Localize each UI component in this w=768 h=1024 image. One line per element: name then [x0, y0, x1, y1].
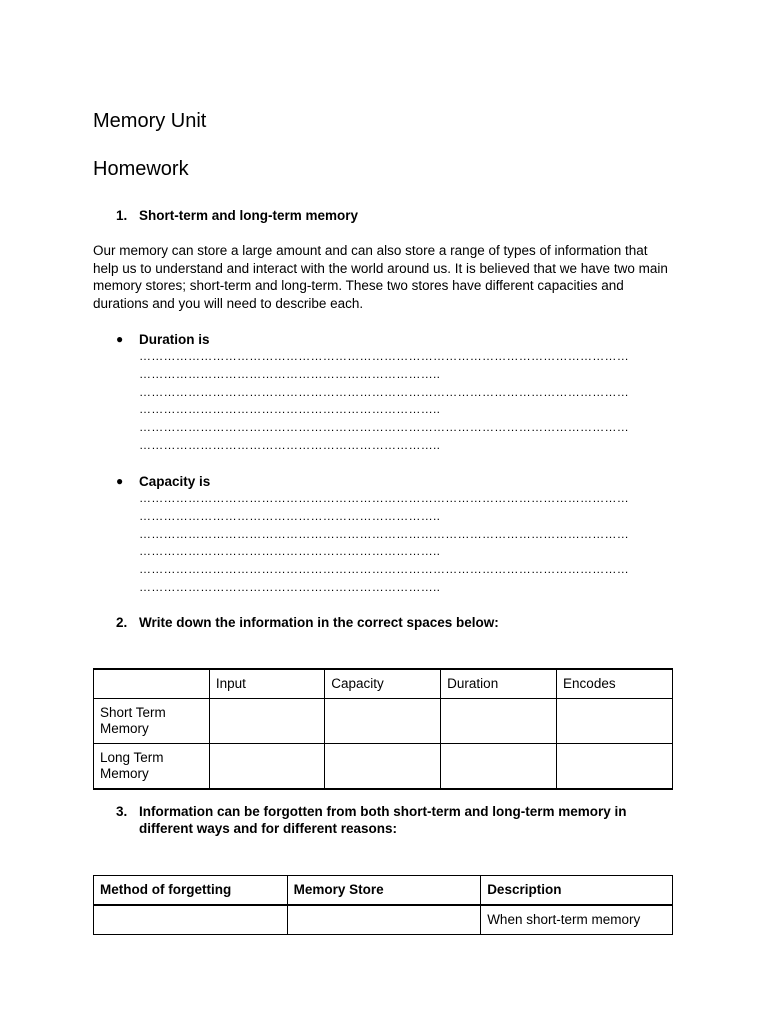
- table-header-cell: Input: [209, 669, 324, 699]
- bullet-marker: ●: [116, 332, 124, 346]
- answer-line: …………………………………………………………………………………………………………: [139, 349, 629, 363]
- q1-heading: Short-term and long-term memory: [139, 208, 359, 223]
- answer-line: ………………………………………………………………..: [139, 402, 441, 417]
- table-row: [94, 744, 673, 790]
- row-label-cell: Short Term Memory: [94, 699, 210, 744]
- answer-cell[interactable]: [441, 744, 557, 790]
- table-header-cell: Memory Store: [287, 876, 481, 906]
- table-header-row: [94, 876, 673, 906]
- answer-cell[interactable]: [441, 699, 557, 744]
- q2-heading: Write down the information in the correct spaces below:: [139, 615, 499, 630]
- answer-cell[interactable]: [209, 699, 324, 744]
- answer-line: …………………………………………………………………………………………………………: [139, 384, 629, 399]
- answer-line: ………………………………………………………………..: [139, 580, 441, 594]
- capacity-label: Capacity is: [139, 474, 211, 489]
- answer-line: ………………………………………………………………..: [139, 508, 441, 523]
- forgetting-table: [93, 875, 673, 935]
- q3-heading: Information can be forgotten from both short-term and long-term memory in different ways and for different reasons:: [139, 804, 627, 836]
- table-row: [94, 905, 673, 935]
- answer-line: ………………………………………………………………..: [139, 438, 441, 452]
- answer-cell[interactable]: [557, 744, 673, 790]
- answer-line: …………………………………………………………………………………………………………: [139, 526, 629, 541]
- answer-cell[interactable]: [325, 744, 441, 790]
- table-header-cell: [94, 669, 210, 699]
- answer-cell[interactable]: [557, 699, 673, 744]
- description-cell: When short-term memory: [481, 905, 673, 935]
- answer-cell[interactable]: [94, 905, 288, 935]
- answer-line: …………………………………………………………………………………………………………: [139, 491, 629, 505]
- q3-number: 3.: [116, 804, 128, 819]
- document-title: Memory Unit: [93, 110, 207, 132]
- table-header-cell: Description: [481, 876, 673, 906]
- answer-line: …………………………………………………………………………………………………………: [139, 420, 629, 435]
- memory-stores-table: [93, 668, 673, 790]
- table-header-cell: Duration: [441, 669, 557, 699]
- duration-label: Duration is: [139, 332, 210, 347]
- table-header-cell: Encodes: [557, 669, 673, 699]
- q1-paragraph: Our memory can store a large amount and can also store a range of types of information that help us to understand and interact with the world around us. It is believed that we have two main memory stores; short-term and long-term. These two stores have different capacities and durations and you will need to describe each.: [93, 243, 668, 311]
- q1-number: 1.: [116, 208, 128, 223]
- answer-line: ………………………………………………………………..: [139, 366, 441, 381]
- row-label-cell: Long Term Memory: [94, 744, 210, 790]
- bullet-marker: ●: [116, 474, 124, 488]
- answer-line: ………………………………………………………………..: [139, 544, 441, 559]
- document-subtitle: Homework: [93, 158, 189, 180]
- table-row: [94, 699, 673, 744]
- answer-line: …………………………………………………………………………………………………………: [139, 562, 629, 577]
- answer-cell[interactable]: [209, 744, 324, 790]
- q2-number: 2.: [116, 615, 128, 630]
- table-header-row: [94, 669, 673, 699]
- answer-cell[interactable]: [287, 905, 481, 935]
- table-header-cell: Capacity: [325, 669, 441, 699]
- answer-cell[interactable]: [325, 699, 441, 744]
- table-header-cell: Method of forgetting: [94, 876, 288, 906]
